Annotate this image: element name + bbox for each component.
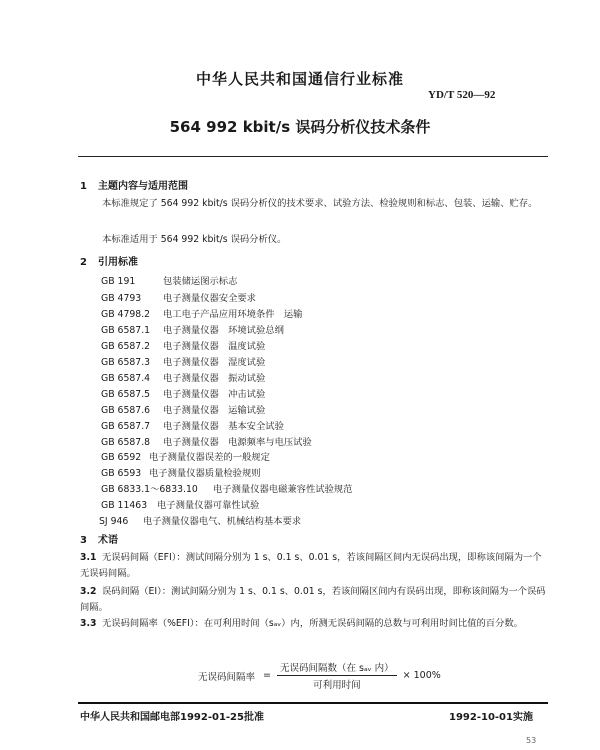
- reference-code: GB 191: [101, 276, 136, 287]
- section-1-paragraph-2: 本标准适用于 564 992 kbit/s 误码分析仪。: [102, 234, 287, 245]
- reference-title: 电子测量仪器 电源频率与电压试验: [163, 437, 312, 448]
- reference-code: GB 6593: [101, 468, 142, 479]
- reference-item: [99, 513, 301, 527]
- reference-title: 电子测量仪器 温度试验: [163, 341, 266, 352]
- section-1-number: 1: [80, 181, 87, 192]
- issuing-organization: 中华人民共和国通信行业标准: [195, 70, 404, 88]
- section-1-title: 主题内容与适用范围: [98, 181, 188, 192]
- term-number: 3.2: [80, 586, 97, 597]
- footer-divider: [78, 702, 548, 704]
- reference-item: [101, 306, 302, 320]
- reference-code: SJ 946: [99, 516, 129, 527]
- section-1-paragraph-1: 本标准规定了 564 992 kbit/s 误码分析仪的技术要求、试验方法、检验规则和标志、包装、运输、贮存。: [102, 198, 538, 209]
- section-2-number: 2: [80, 257, 87, 268]
- reference-title: 电子测量仪器 基本安全试验: [163, 421, 284, 432]
- reference-title: 电子测量仪器安全要求: [163, 293, 256, 304]
- formula-denominator: 可利用时间: [313, 680, 361, 691]
- reference-title: 电子测量仪器 环境试验总纲: [163, 325, 284, 336]
- reference-item: [101, 402, 265, 416]
- reference-title: 电子测量仪器 运输试验: [163, 405, 266, 416]
- reference-code: GB 6592: [101, 452, 142, 463]
- reference-item: [101, 290, 256, 304]
- term-number: 3.3: [80, 618, 97, 629]
- reference-code: GB 6587.7: [101, 421, 151, 432]
- term-text: 无误码间隔（EFI）：测试间隔分别为 1 s、0.1 s、0.01 s，若该间隔区间内无误码出现，即称该间隔为一个无误码间隔。: [80, 552, 542, 579]
- reference-title: 电子测量仪器电气、机械结构基本要求: [143, 516, 302, 527]
- approval-info: 中华人民共和国邮电部1992-01-25批准: [80, 712, 264, 723]
- section-3-number: 3: [80, 535, 87, 546]
- reference-item: [101, 434, 312, 448]
- reference-code: GB 4798.2: [101, 309, 151, 320]
- reference-title: 包装储运图示标志: [163, 276, 238, 287]
- term-definition: [80, 584, 548, 616]
- reference-item: [101, 386, 265, 400]
- document-title: 564 992 kbit/s 误码分析仪技术条件: [169, 118, 431, 136]
- reference-item: [101, 338, 265, 352]
- reference-item: [101, 273, 237, 287]
- efi-formula: [198, 660, 441, 691]
- reference-code: GB 6587.3: [101, 357, 151, 368]
- reference-item: [101, 418, 284, 432]
- term-definition: [80, 550, 548, 582]
- reference-code: GB 4793: [101, 293, 142, 304]
- reference-code: GB 6587.5: [101, 389, 151, 400]
- reference-item: [101, 370, 265, 384]
- section-2-title: 引用标准: [98, 257, 138, 268]
- section-3-title: 术语: [98, 535, 118, 546]
- formula-lhs: 无误码间隔率: [198, 671, 256, 683]
- reference-item: [101, 497, 259, 511]
- formula-equals: =: [263, 670, 271, 681]
- reference-title: 电工电子产品应用环境条件 运输: [163, 309, 303, 320]
- reference-item: [101, 449, 270, 463]
- section-3-heading: [80, 531, 118, 546]
- section-1-heading: [80, 177, 188, 192]
- formula-numerator: 无误码间隔数（在 sₐᵥ 内）: [277, 660, 397, 676]
- reference-title: 电子测量仪器质量检验规则: [149, 468, 261, 479]
- term-text: 误码间隔（EI）：测试间隔分别为 1 s、0.1 s、0.01 s，若该间隔区间内有误码出现，即称该间隔为一个误码间隔。: [80, 586, 546, 613]
- formula-rhs: × 100%: [402, 670, 441, 681]
- reference-code: GB 6587.4: [101, 373, 151, 384]
- formula-fraction: [277, 660, 397, 691]
- header-divider: [78, 156, 548, 157]
- standard-code: YD/T 520—92: [428, 89, 496, 101]
- reference-code: GB 6587.1: [101, 325, 151, 336]
- reference-code: GB 6587.2: [101, 341, 151, 352]
- term-number: 3.1: [80, 552, 97, 563]
- reference-code: GB 6833.1～6833.10: [101, 484, 198, 495]
- reference-title: 电子测量仪器误差的一般规定: [149, 452, 270, 463]
- reference-title: 电子测量仪器 振动试验: [163, 373, 266, 384]
- term-text: 无误码间隔率（%EFI）：在可利用时间（sₐᵥ）内，所测无误码间隔的总数与可利用时间比值的百分数。: [102, 618, 523, 629]
- reference-item: [101, 481, 352, 495]
- reference-title: 电子测量仪器 湿度试验: [163, 357, 266, 368]
- reference-item: [101, 322, 284, 336]
- reference-code: GB 6587.8: [101, 437, 151, 448]
- implementation-date: 1992-10-01实施: [449, 712, 533, 723]
- reference-code: GB 6587.6: [101, 405, 151, 416]
- reference-item: [101, 354, 265, 368]
- section-2-heading: [80, 253, 138, 268]
- reference-title: 电子测量仪器可靠性试验: [157, 500, 260, 511]
- reference-title: 电子测量仪器 冲击试验: [163, 389, 266, 400]
- reference-title: 电子测量仪器电磁兼容性试验规范: [213, 484, 353, 495]
- page-number: 53: [526, 736, 537, 745]
- reference-code: GB 11463: [101, 500, 148, 511]
- reference-item: [101, 465, 261, 479]
- term-definition: [80, 616, 548, 632]
